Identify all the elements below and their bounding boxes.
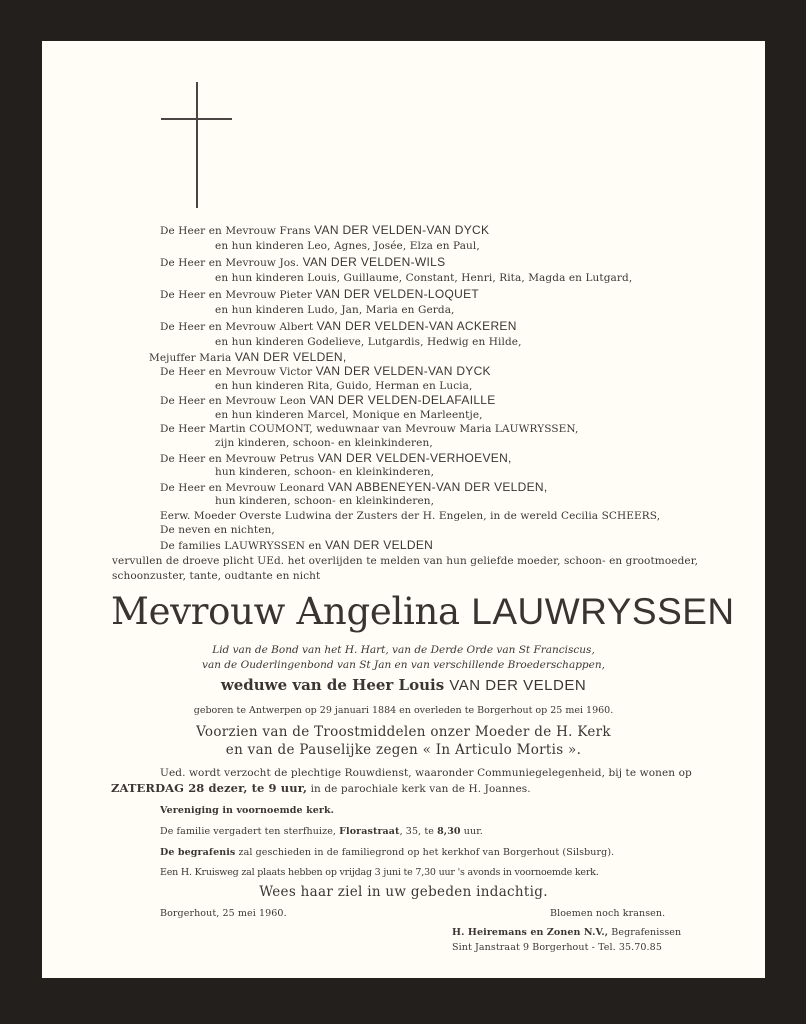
cross-icon-bar <box>161 118 232 120</box>
undertaker-name: H. Heiremans en Zonen N.V., <box>452 927 609 938</box>
mourner-text: zijn kinderen, schoon- en kleinkinderen, <box>215 437 433 449</box>
mourner-line <box>160 364 491 379</box>
mourner-line <box>215 408 483 422</box>
invitation-line-1: Ued. wordt verzocht de plechtige Rouwdienst, waaronder Communiegelegenheid, bij te wonen op <box>160 767 692 779</box>
undertaker-line <box>452 926 681 940</box>
mourner-text: De Heer en Mevrouw Leonard <box>160 482 325 494</box>
announcement-line-2: schoonzuster, tante, oudtante en nicht <box>112 570 321 582</box>
mourner-text: De Heer Martin COUMONT, weduwnaar van Mevrouw Maria LAUWRYSSEN, <box>160 423 579 435</box>
mourner-line <box>149 350 346 365</box>
mourner-line <box>160 223 489 238</box>
mourner-text: en hun kinderen Ludo, Jan, Maria en Gerda, <box>215 304 455 316</box>
mourner-family-name: VAN DER VELDEN-WILS <box>302 255 446 269</box>
family-rest: , 35, te <box>399 826 438 837</box>
mourner-family-name: VAN ABBENEYEN-VAN DER VELDEN, <box>327 480 548 494</box>
mourner-family-name: VAN DER VELDEN <box>325 538 434 552</box>
burial-label: De begrafenis <box>160 847 236 858</box>
burial-line <box>160 846 614 860</box>
mourner-line <box>160 480 548 495</box>
mourner-family-name: VAN DER VELDEN-LOQUET <box>315 287 480 301</box>
mourner-family-name: VAN DER VELDEN, <box>234 350 347 364</box>
mourner-line <box>160 255 445 270</box>
mourner-line <box>160 319 517 334</box>
mourner-family-name: VAN DER VELDEN-DELAFAILLE <box>309 393 496 407</box>
mourner-line <box>215 239 480 253</box>
mourner-family-name: VAN DER VELDEN-VAN ACKEREN <box>316 319 517 333</box>
mourner-line <box>215 271 632 285</box>
mourner-text: De Heer en Mevrouw Leon <box>160 395 307 407</box>
burial-details: zal geschieden in de familiegrond op het kerkhof van Borgerhout (Silsburg). <box>235 847 615 858</box>
dates-line: geboren te Antwerpen op 29 januari 1884 en overleden te Borgerhout op 25 mei 1960. <box>193 705 614 716</box>
prayer-line: Wees haar ziel in uw gebeden indachtig. <box>259 884 548 900</box>
place-date: Borgerhout, 25 mei 1960. <box>160 908 287 919</box>
widow-prefix: weduwe van de Heer Louis <box>220 676 445 694</box>
no-flowers: Bloemen noch kransen. <box>550 908 666 919</box>
mourner-text: De Heer en Mevrouw Jos. <box>160 257 300 269</box>
mourner-text: en hun kinderen Louis, Guillaume, Constant, Henri, Rita, Magda en Lutgard, <box>215 272 633 284</box>
mourner-text: De Heer en Mevrouw Albert <box>160 321 314 333</box>
widow-name: VAN DER VELDEN <box>449 677 587 694</box>
mourner-line <box>215 436 433 450</box>
mourner-line <box>160 422 578 436</box>
mourner-line <box>215 379 472 393</box>
mourner-family-name: VAN DER VELDEN-VAN DYCK <box>314 223 490 237</box>
mourner-text: hun kinderen, schoon- en kleinkinderen, <box>215 466 435 478</box>
way-of-cross-line: Een H. Kruisweg zal plaats hebben op vrijdag 3 juni te 7,30 uur 's avonds in voornoemde kerk. <box>160 867 599 878</box>
service-date: ZATERDAG 28 dezer, te 9 uur, <box>111 781 308 795</box>
undertaker-address: Sint Janstraat 9 Borgerhout - Tel. 35.70.85 <box>452 942 662 953</box>
mourner-text: en hun kinderen Rita, Guido, Herman en Lucia, <box>215 380 473 392</box>
mourner-text: en hun kinderen Marcel, Monique en Marleentje, <box>215 409 483 421</box>
mourner-text: en hun kinderen Leo, Agnes, Josée, Elza en Paul, <box>215 240 480 252</box>
mourner-line <box>215 335 522 349</box>
family-meeting-line <box>160 825 483 839</box>
mourner-text: en hun kinderen Godelieve, Lutgardis, Hedwig en Hilde, <box>215 336 522 348</box>
invitation-line-2 <box>111 781 531 796</box>
mourner-text: De neven en nichten, <box>160 524 275 536</box>
undertaker-type: Begrafenissen <box>608 927 682 938</box>
sacraments-line-2: en van de Pauselijke zegen « In Articulo Mortis ». <box>225 742 582 758</box>
mourner-text: hun kinderen, schoon- en kleinkinderen, <box>215 495 435 507</box>
sacraments-line-1: Voorzien van de Troostmiddelen onzer Moeder de H. Kerk <box>196 724 611 740</box>
widow-line <box>42 676 765 695</box>
gathering-line: Vereniging in voornoemde kerk. <box>160 805 335 816</box>
family-address: Florastraat <box>339 826 400 837</box>
mourner-line <box>160 523 275 537</box>
mourner-text: Eerw. Moeder Overste Ludwina der Zusters der H. Engelen, in de wereld Cecilia SCHEERS, <box>160 510 661 522</box>
mourner-text: Mejuffer Maria <box>149 352 232 364</box>
mourner-line <box>160 451 512 466</box>
mourner-family-name: VAN DER VELDEN-VAN DYCK <box>315 364 491 378</box>
mourner-family-name: VAN DER VELDEN-VERHOEVEN, <box>317 451 512 465</box>
mourner-line <box>215 465 434 479</box>
mourner-text: De Heer en Mevrouw Victor <box>160 366 313 378</box>
mourner-line <box>215 303 455 317</box>
mourner-text: De Heer en Mevrouw Petrus <box>160 453 315 465</box>
mourner-line <box>160 287 479 302</box>
deceased-name-prefix: Mevrouw Angelina <box>111 590 460 633</box>
mourner-text: De Heer en Mevrouw Pieter <box>160 289 313 301</box>
mourner-text: De families LAUWRYSSEN en <box>160 540 322 552</box>
deceased-surname: LAUWRYSSEN <box>471 591 735 632</box>
mourner-line <box>215 494 434 508</box>
memberships-line-2: van de Ouderlingenbond van St Jan en van verschillende Broederschappen, <box>202 659 605 671</box>
mourner-line <box>160 538 433 553</box>
announcement-line-1: vervullen de droeve plicht UEd. het overlijden te melden van hun geliefde moeder, schoon- en grootmoeder, <box>112 555 699 567</box>
family-prefix: De familie vergadert ten sterfhuize, <box>160 826 340 837</box>
cross-icon <box>196 82 198 208</box>
mourner-text: De Heer en Mevrouw Frans <box>160 225 311 237</box>
memorial-card <box>42 41 765 978</box>
family-suffix: uur. <box>460 826 483 837</box>
mourner-line <box>160 393 496 408</box>
memberships-line-1: Lid van de Bond van het H. Hart, van de Derde Orde van St Franciscus, <box>212 644 595 656</box>
mourner-line <box>160 509 660 523</box>
deceased-name <box>111 592 735 632</box>
service-location: in de parochiale kerk van de H. Joannes. <box>307 783 531 795</box>
family-time: 8,30 <box>437 826 461 837</box>
